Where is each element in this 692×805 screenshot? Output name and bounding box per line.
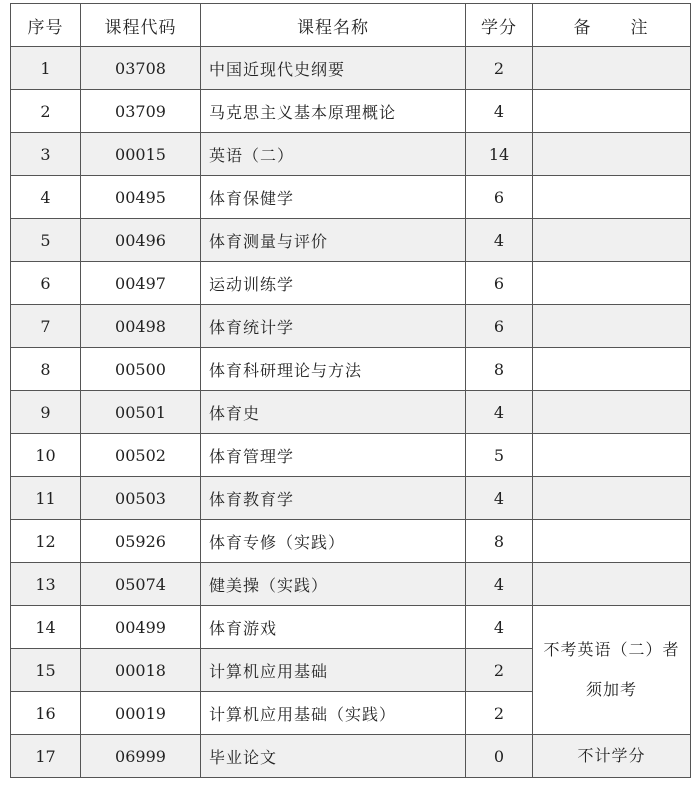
cell-code: 05926 xyxy=(81,520,201,563)
cell-seq: 10 xyxy=(11,434,81,477)
cell-code: 00496 xyxy=(81,219,201,262)
cell-code: 00503 xyxy=(81,477,201,520)
cell-name: 体育科研理论与方法 xyxy=(201,348,466,391)
cell-code: 03709 xyxy=(81,90,201,133)
cell-code: 00018 xyxy=(81,649,201,692)
cell-seq: 9 xyxy=(11,391,81,434)
cell-seq: 16 xyxy=(11,692,81,735)
header-code: 课程代码 xyxy=(81,4,201,47)
table-row xyxy=(11,391,691,434)
table-row xyxy=(11,434,691,477)
cell-remark xyxy=(533,219,691,262)
cell-credit: 6 xyxy=(466,176,533,219)
course-table xyxy=(10,3,691,778)
cell-name: 马克思主义基本原理概论 xyxy=(201,90,466,133)
cell-name: 英语（二） xyxy=(201,133,466,176)
cell-credit: 6 xyxy=(466,262,533,305)
cell-credit: 4 xyxy=(466,90,533,133)
table-row xyxy=(11,606,691,649)
cell-seq: 14 xyxy=(11,606,81,649)
cell-credit: 2 xyxy=(466,47,533,90)
header-name: 课程名称 xyxy=(201,4,466,47)
table-row xyxy=(11,348,691,391)
cell-name: 计算机应用基础（实践） xyxy=(201,692,466,735)
cell-code: 00497 xyxy=(81,262,201,305)
cell-credit: 6 xyxy=(466,305,533,348)
cell-credit: 2 xyxy=(466,649,533,692)
cell-remark xyxy=(533,391,691,434)
header-seq: 序号 xyxy=(11,4,81,47)
remark-line: 不考英语（二）者 xyxy=(543,640,680,659)
cell-seq: 6 xyxy=(11,262,81,305)
cell-seq: 1 xyxy=(11,47,81,90)
table-row xyxy=(11,477,691,520)
cell-remark xyxy=(533,477,691,520)
cell-remark xyxy=(533,90,691,133)
table-row xyxy=(11,133,691,176)
cell-remark xyxy=(533,133,691,176)
cell-credit: 0 xyxy=(466,735,533,778)
cell-code: 06999 xyxy=(81,735,201,778)
table-row xyxy=(11,305,691,348)
cell-name: 体育游戏 xyxy=(201,606,466,649)
cell-name: 中国近现代史纲要 xyxy=(201,47,466,90)
remark-line: 须加考 xyxy=(585,680,637,699)
table-row xyxy=(11,176,691,219)
cell-code: 00501 xyxy=(81,391,201,434)
cell-remark xyxy=(533,520,691,563)
cell-code: 00499 xyxy=(81,606,201,649)
table-row xyxy=(11,735,691,778)
cell-credit: 14 xyxy=(466,133,533,176)
cell-name: 体育专修（实践） xyxy=(201,520,466,563)
table-row xyxy=(11,262,691,305)
cell-credit: 8 xyxy=(466,520,533,563)
cell-seq: 13 xyxy=(11,563,81,606)
cell-code: 00495 xyxy=(81,176,201,219)
cell-credit: 4 xyxy=(466,606,533,649)
cell-seq: 11 xyxy=(11,477,81,520)
table-row xyxy=(11,90,691,133)
cell-name: 毕业论文 xyxy=(201,735,466,778)
cell-seq: 17 xyxy=(11,735,81,778)
cell-remark xyxy=(533,305,691,348)
table-row xyxy=(11,520,691,563)
cell-seq: 12 xyxy=(11,520,81,563)
cell-remark xyxy=(533,434,691,477)
cell-seq: 3 xyxy=(11,133,81,176)
cell-code: 00498 xyxy=(81,305,201,348)
cell-remark xyxy=(533,262,691,305)
cell-name: 健美操（实践） xyxy=(201,563,466,606)
cell-name: 体育统计学 xyxy=(201,305,466,348)
cell-credit: 2 xyxy=(466,692,533,735)
cell-credit: 5 xyxy=(466,434,533,477)
cell-name: 运动训练学 xyxy=(201,262,466,305)
cell-credit: 4 xyxy=(466,477,533,520)
cell-remark xyxy=(533,348,691,391)
cell-seq: 15 xyxy=(11,649,81,692)
cell-seq: 5 xyxy=(11,219,81,262)
cell-credit: 4 xyxy=(466,391,533,434)
cell-name: 体育测量与评价 xyxy=(201,219,466,262)
cell-seq: 4 xyxy=(11,176,81,219)
cell-code: 03708 xyxy=(81,47,201,90)
cell-seq: 7 xyxy=(11,305,81,348)
table-row xyxy=(11,47,691,90)
header-row xyxy=(11,4,691,47)
header-credit: 学分 xyxy=(466,4,533,47)
header-remark-text: 备 注 xyxy=(573,17,650,38)
cell-credit: 4 xyxy=(466,563,533,606)
cell-code: 00019 xyxy=(81,692,201,735)
cell-remark xyxy=(533,563,691,606)
cell-credit: 8 xyxy=(466,348,533,391)
cell-name: 体育史 xyxy=(201,391,466,434)
cell-remark-thesis: 不计学分 xyxy=(533,735,691,778)
cell-seq: 8 xyxy=(11,348,81,391)
cell-seq: 2 xyxy=(11,90,81,133)
cell-code: 00500 xyxy=(81,348,201,391)
cell-code: 05074 xyxy=(81,563,201,606)
cell-code: 00015 xyxy=(81,133,201,176)
table-row xyxy=(11,563,691,606)
cell-code: 00502 xyxy=(81,434,201,477)
cell-remark-computer xyxy=(533,606,691,735)
cell-name: 体育保健学 xyxy=(201,176,466,219)
cell-name: 计算机应用基础 xyxy=(201,649,466,692)
table-row xyxy=(11,219,691,262)
cell-name: 体育管理学 xyxy=(201,434,466,477)
cell-remark xyxy=(533,47,691,90)
cell-credit: 4 xyxy=(466,219,533,262)
cell-name: 体育教育学 xyxy=(201,477,466,520)
header-remark xyxy=(533,4,691,47)
cell-remark xyxy=(533,176,691,219)
